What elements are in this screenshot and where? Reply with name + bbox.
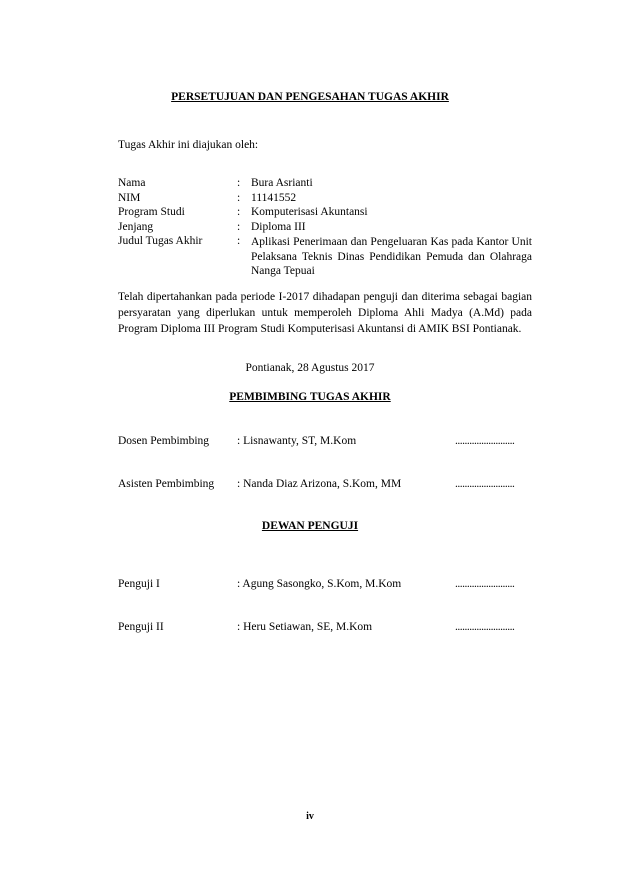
pembimbing-role: Asisten Pembimbing (118, 478, 215, 490)
field-colon: : (237, 177, 241, 189)
penguji-name: : Agung Sasongko, S.Kom, M.Kom (237, 578, 402, 590)
signature-line: ......................... (455, 435, 515, 447)
field-value-program-studi: Komputerisasi Akuntansi (251, 206, 368, 218)
field-label-jenjang: Jenjang (118, 221, 154, 233)
penguji-heading: DEWAN PENGUJI (261, 520, 359, 532)
page-title: PERSETUJUAN DAN PENGESAHAN TUGAS AKHIR (171, 91, 449, 103)
field-label-nim: NIM (118, 192, 141, 204)
statement-paragraph: Telah dipertahankan pada periode I-2017 dihadapan penguji dan diterima sebagai bagian persyaratan yang diperlukan untuk memperoleh Diploma Ahli Madya (A.Md) pada Program Diploma III Program Studi Komputerisasi Akuntansi di AMIK BSI Pontianak. (118, 291, 532, 335)
field-label-program-studi: Program Studi (118, 206, 185, 218)
field-value-jenjang: Diploma III (251, 221, 306, 233)
pembimbing-name: : Lisnawanty, ST, M.Kom (237, 435, 357, 447)
field-value-nama: Bura Asrianti (251, 177, 313, 189)
field-colon: : (237, 221, 241, 233)
pembimbing-name: : Nanda Diaz Arizona, S.Kom, MM (237, 478, 402, 490)
field-colon: : (237, 206, 241, 218)
intro-text: Tugas Akhir ini diajukan oleh: (118, 139, 259, 151)
pembimbing-role: Dosen Pembimbing (118, 435, 210, 447)
penguji-name: : Heru Setiawan, SE, M.Kom (237, 621, 373, 633)
signature-line: ......................... (455, 478, 515, 490)
field-value-nim: 11141552 (251, 192, 297, 204)
field-label-nama: Nama (118, 177, 146, 189)
page-number: iv (306, 811, 314, 822)
place-date: Pontianak, 28 Agustus 2017 (245, 362, 375, 374)
field-value-judul: Aplikasi Penerimaan dan Pengeluaran Kas pada Kantor Unit Pelaksana Teknis Dinas Pendidikan Pemuda dan Olahraga Nanga Tepuai (251, 236, 532, 277)
pembimbing-heading: PEMBIMBING TUGAS AKHIR (229, 391, 391, 403)
field-colon: : (237, 235, 241, 247)
signature-line: ......................... (455, 621, 515, 633)
field-colon: : (237, 192, 241, 204)
penguji-role: Penguji II (118, 621, 164, 633)
signature-line: ......................... (455, 578, 515, 590)
field-label-judul: Judul Tugas Akhir (118, 235, 203, 247)
penguji-role: Penguji I (118, 578, 160, 590)
